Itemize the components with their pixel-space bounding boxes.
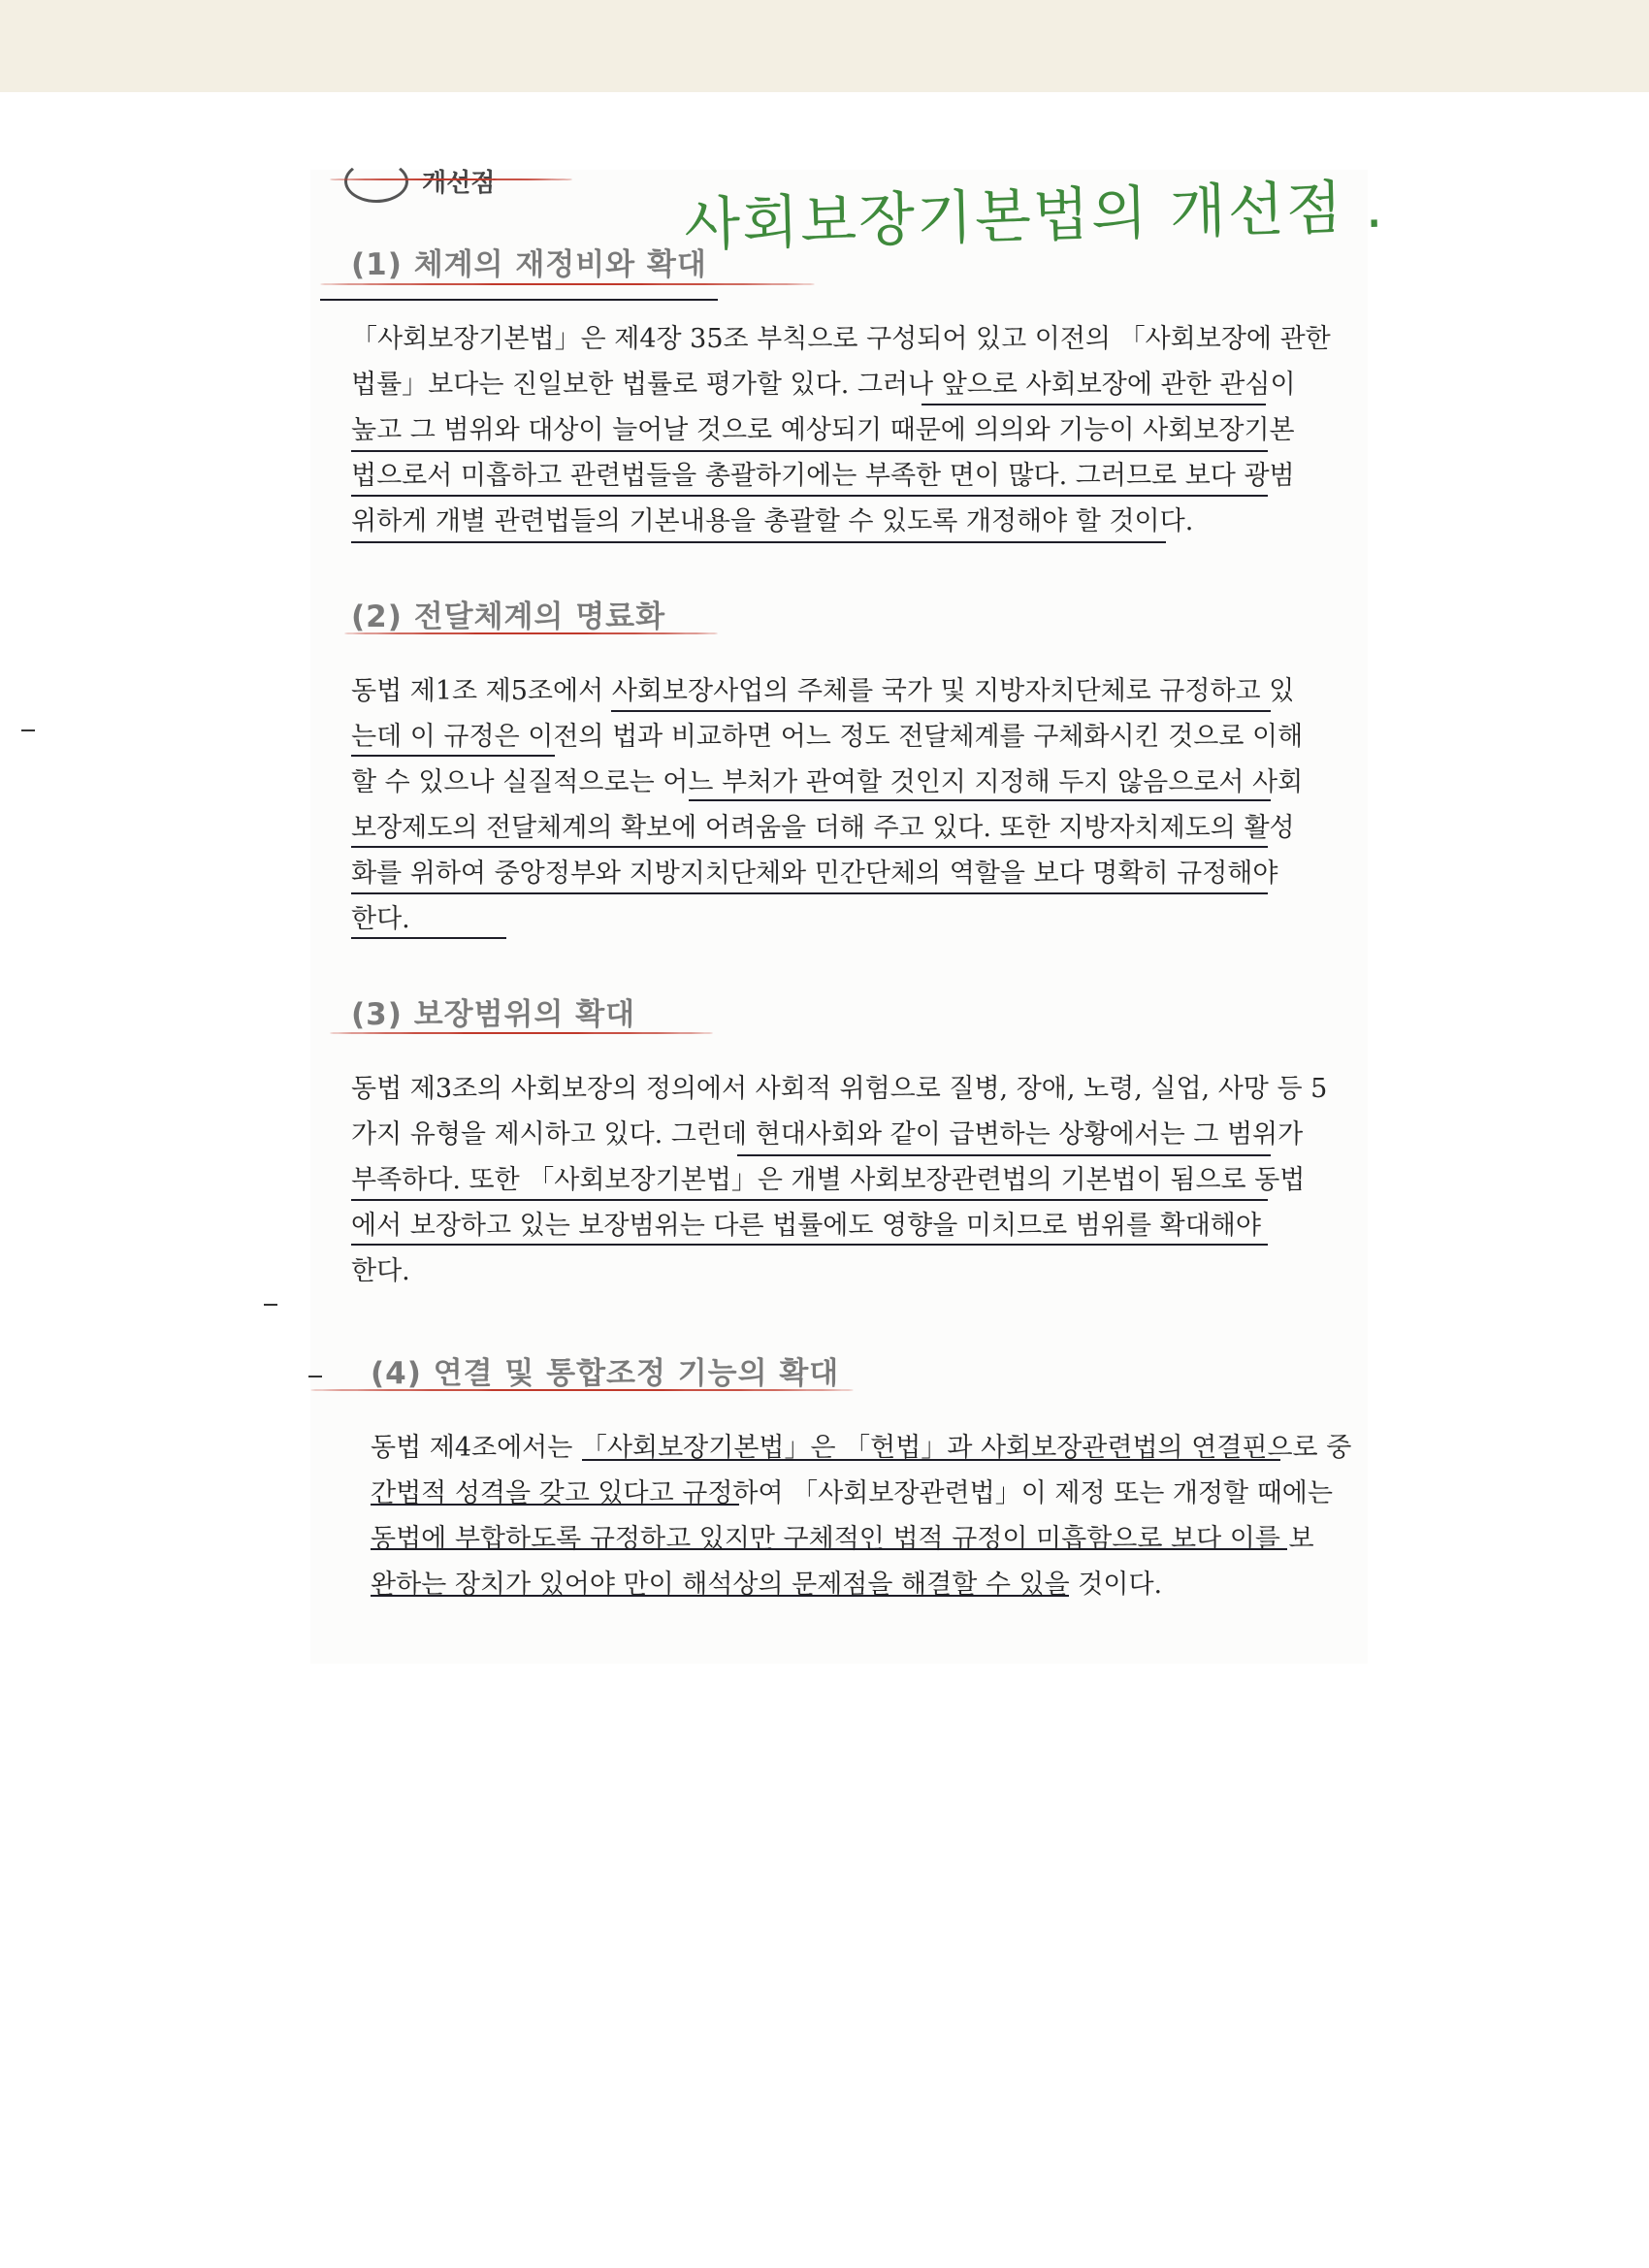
pen-underline: [371, 1548, 1287, 1550]
pen-underline: [351, 755, 555, 757]
body-line: 부족하다. 또한 「사회보장기본법」은 개별 사회보장관련법의 기본법이 됨으로 동법: [351, 1165, 1306, 1195]
body-line: 에서 보장하고 있는 보장범위는 다른 법률에도 영향을 미치므로 범위를 확대해야: [351, 1211, 1261, 1241]
body-line: 화를 위하여 중앙정부와 지방지치단체와 민간단체의 역할을 보다 명확히 규정해야: [351, 859, 1278, 889]
body-line: 위하게 개별 관련법들의 기본내용을 총괄할 수 있도록 개정해야 할 것이다.: [351, 506, 1194, 536]
body-line: 할 수 있으나 실질적으로는 어느 부처가 관여할 것인지 지정해 두지 않음으로서 사회: [351, 767, 1304, 797]
section-4: [371, 1348, 1351, 1607]
pen-underline: [371, 1595, 1069, 1597]
handwritten-note: 사회보장기본법의 개선점 .: [683, 173, 1386, 260]
header-fragment: 개선점: [422, 169, 496, 198]
pen-underline: [611, 710, 1271, 712]
body-line: 동법 제4조에서는 「사회보장기본법」은 「헌법」과 사회보장관련법의 연결핀으로 중: [371, 1433, 1352, 1463]
body-line: 한다.: [351, 904, 410, 934]
pen-underline: [371, 1504, 739, 1506]
body-line: 높고 그 범위와 대상이 늘어날 것으로 예상되기 때문에 의의와 기능이 사회보장기본: [351, 415, 1295, 445]
section-heading: (4) 연결 및 통합조정 기능의 확대: [371, 1356, 840, 1391]
body-line: 보장제도의 전달체계의 확보에 어려움을 더해 주고 있다. 또한 지방자치제도의 활성: [351, 813, 1295, 843]
section-body: [351, 1066, 1327, 1294]
pen-underline: [737, 1154, 1271, 1156]
pen-underline: [351, 937, 506, 939]
pen-underline: [351, 541, 1166, 543]
section-2: [351, 592, 1303, 942]
heading-red-underline: [320, 283, 815, 285]
pen-underline: [320, 299, 718, 301]
header-red-underline: [330, 178, 572, 180]
body-line: 「사회보장기본법」은 제4장 35조 부칙으로 구성되어 있고 이전의 「사회보장에 관한: [351, 324, 1331, 354]
pen-underline: [351, 846, 1268, 848]
body-line: 법으로서 미흡하고 관련법들을 총괄하기에는 부족한 면이 많다. 그러므로 보다 광범: [351, 461, 1295, 491]
body-line: 동법에 부합하도록 규정하고 있지만 구체적인 법적 규정이 미흡함으로 보다 이를 보: [371, 1524, 1314, 1554]
pen-underline: [689, 799, 1271, 801]
pen-underline: [351, 1244, 1268, 1246]
pen-underline: [351, 495, 1268, 497]
logo-icon: [344, 160, 408, 203]
section-body: [371, 1425, 1351, 1607]
section-3: [351, 989, 1327, 1294]
section-1: [351, 240, 1331, 544]
heading-red-underline: [330, 1032, 713, 1034]
body-line: 는데 이 규정은 이전의 법과 비교하면 어느 정도 전달체계를 구체화시킨 것으로 이해: [351, 722, 1304, 752]
pen-underline: [351, 892, 1268, 894]
section-heading: (1) 체계의 재정비와 확대: [351, 247, 707, 282]
body-line: 법률」보다는 진일보한 법률로 평가할 있다. 그러나 앞으로 사회보장에 관한 관심이: [351, 370, 1296, 400]
body-line: 가지 유형을 제시하고 있다. 그런데 현대사회와 같이 급변하는 상황에서는 그 범위가: [351, 1119, 1304, 1150]
body-line: 동법 제3조의 사회보장의 정의에서 사회적 위험으로 질병, 장애, 노령, 실업, 사망 등 5: [351, 1074, 1328, 1104]
margin-mark: [21, 729, 35, 731]
section-heading: (3) 보장범위의 확대: [351, 997, 636, 1032]
margin-mark: [308, 1376, 322, 1377]
section-heading: (2) 전달체계의 명료화: [351, 599, 666, 634]
heading-red-underline: [344, 632, 718, 634]
pen-underline: [582, 1459, 1280, 1461]
pen-underline: [351, 1199, 1268, 1201]
pen-underline: [922, 404, 1266, 405]
body-line: 완하는 장치가 있어야 만이 해석상의 문제점을 해결할 수 있을 것이다.: [371, 1570, 1163, 1600]
body-line: 간법적 성격을 갖고 있다고 규정하여 「사회보장관련법」이 제정 또는 개정할 때에는: [371, 1478, 1333, 1508]
section-body: [351, 316, 1331, 544]
heading-red-underline: [310, 1389, 854, 1391]
paper-edge: [0, 0, 1649, 92]
margin-mark: [264, 1304, 277, 1306]
body-line: 동법 제1조 제5조에서 사회보장사업의 주체를 국가 및 지방자치단체로 규정하고 있: [351, 676, 1295, 706]
body-line: 한다.: [351, 1256, 410, 1286]
pen-underline: [351, 450, 1268, 452]
